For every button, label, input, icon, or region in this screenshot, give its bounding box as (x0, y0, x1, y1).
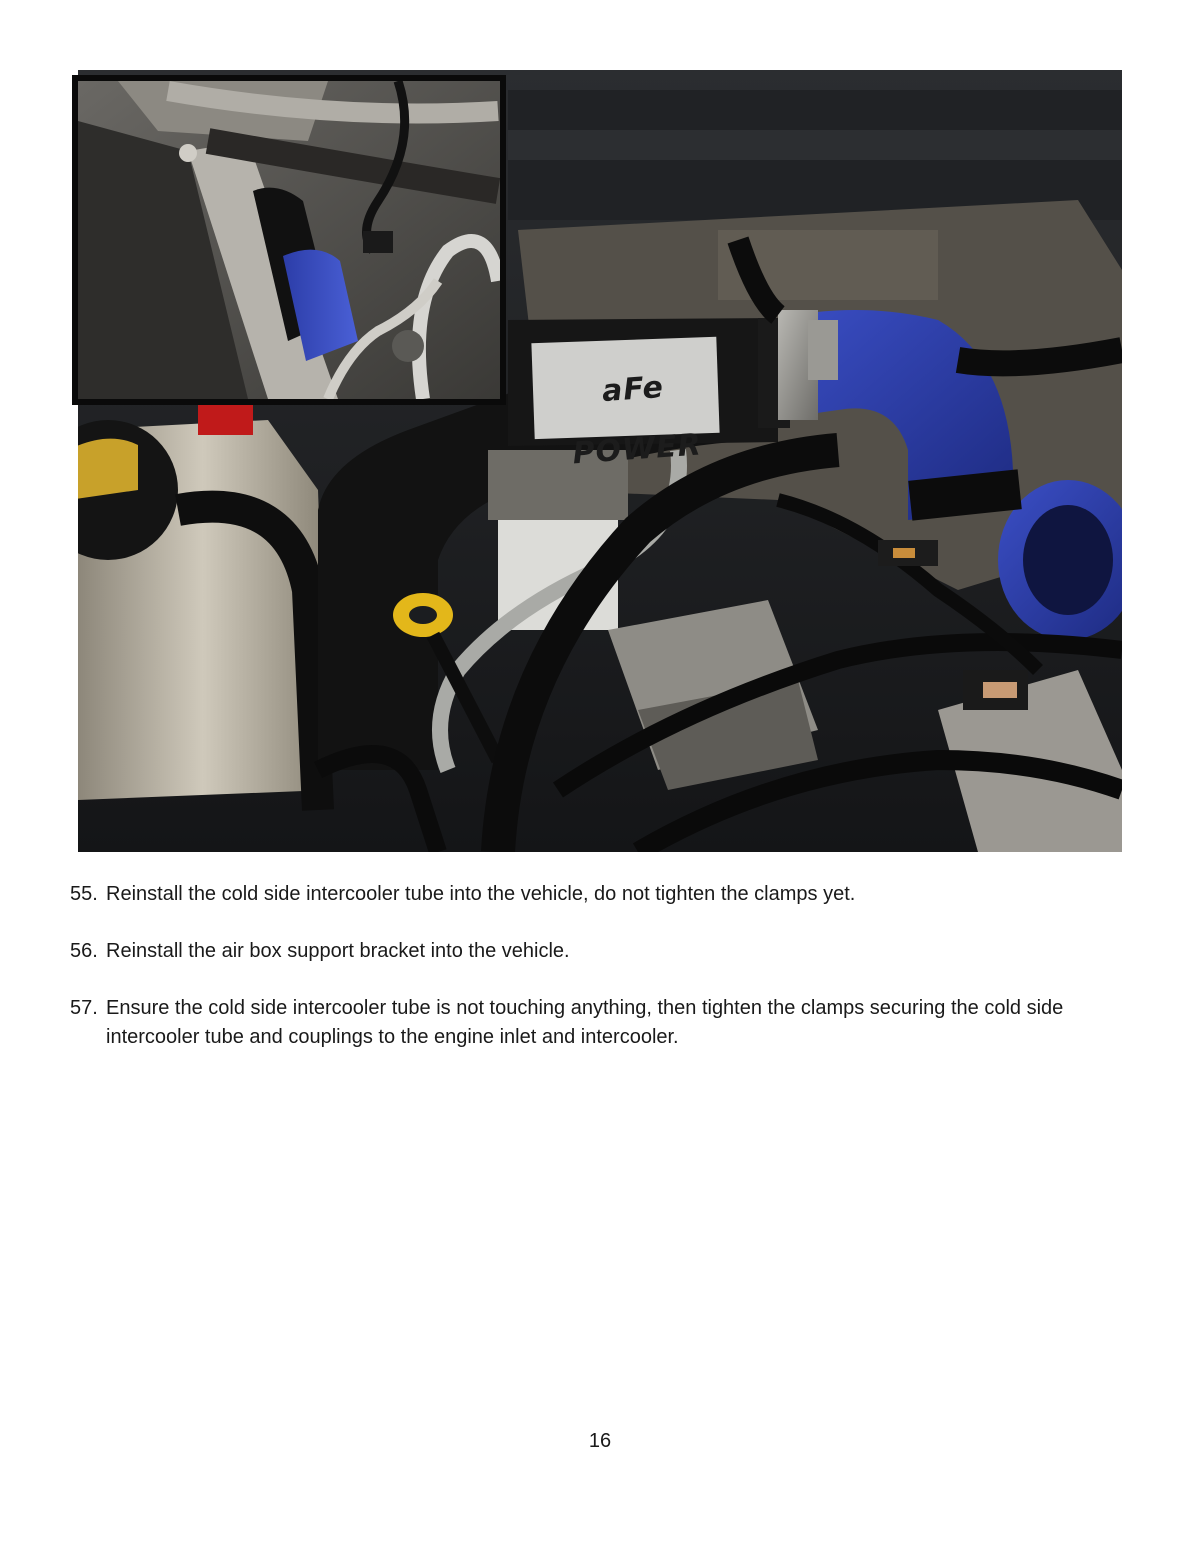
step-number: 55. (70, 883, 98, 905)
afe-power-logo: aFe POWER (571, 369, 703, 472)
instruction-steps (70, 880, 1130, 1080)
step-number: 56. (70, 940, 98, 962)
inset-detail-photo (72, 75, 506, 405)
step-text: Reinstall the cold side intercooler tube into the vehicle, do not tighten the clamps yet. (106, 883, 856, 905)
step-55 (70, 880, 1130, 909)
step-text: Ensure the cold side intercooler tube is not touching anything, then tighten the clamps securing the cold side intercooler tube and couplings to the engine inlet and intercooler. (106, 997, 1064, 1048)
step-56 (70, 937, 1130, 966)
step-number: 57. (70, 997, 98, 1019)
step-57 (70, 994, 1130, 1052)
page-number: 16 (588, 1430, 612, 1452)
step-text: Reinstall the air box support bracket into the vehicle. (106, 940, 570, 962)
